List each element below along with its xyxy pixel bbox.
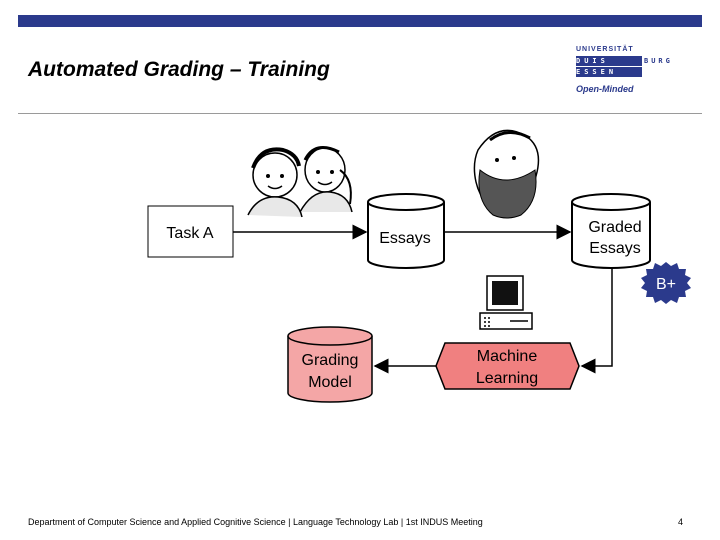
graded-essays-line-2: Essays	[589, 240, 641, 257]
essays-label: Essays	[379, 230, 431, 247]
teacher-icon	[474, 130, 538, 218]
computer-icon	[480, 276, 532, 329]
logo-tagline: Open-Minded	[576, 84, 634, 94]
logo-line-2a: DUIS	[576, 56, 642, 66]
task-label: Task A	[166, 225, 214, 242]
grading-model-line-1: Grading	[301, 352, 359, 369]
logo-line-1: UNIVERSITÄT	[576, 46, 634, 53]
grading-model-line-2: Model	[308, 374, 352, 391]
footer-text: Department of Computer Science and Applied Cognitive Science | Language Technology Lab | 1st INDUS Meeting	[28, 517, 483, 527]
arrow-graded-to-ml	[582, 268, 612, 366]
graded-essays-line-1: Graded	[588, 219, 642, 236]
machine-learning-line-1: Machine	[476, 348, 538, 365]
students-icon	[248, 148, 352, 218]
grade-badge-label: B+	[655, 276, 677, 293]
logo-line-2b: BURG	[644, 57, 673, 65]
machine-learning-line-2: Learning	[475, 370, 539, 387]
page-number: 4	[678, 517, 684, 527]
slide-title: Automated Grading – Training	[28, 58, 330, 81]
logo-line-3: ESSEN	[576, 67, 642, 77]
